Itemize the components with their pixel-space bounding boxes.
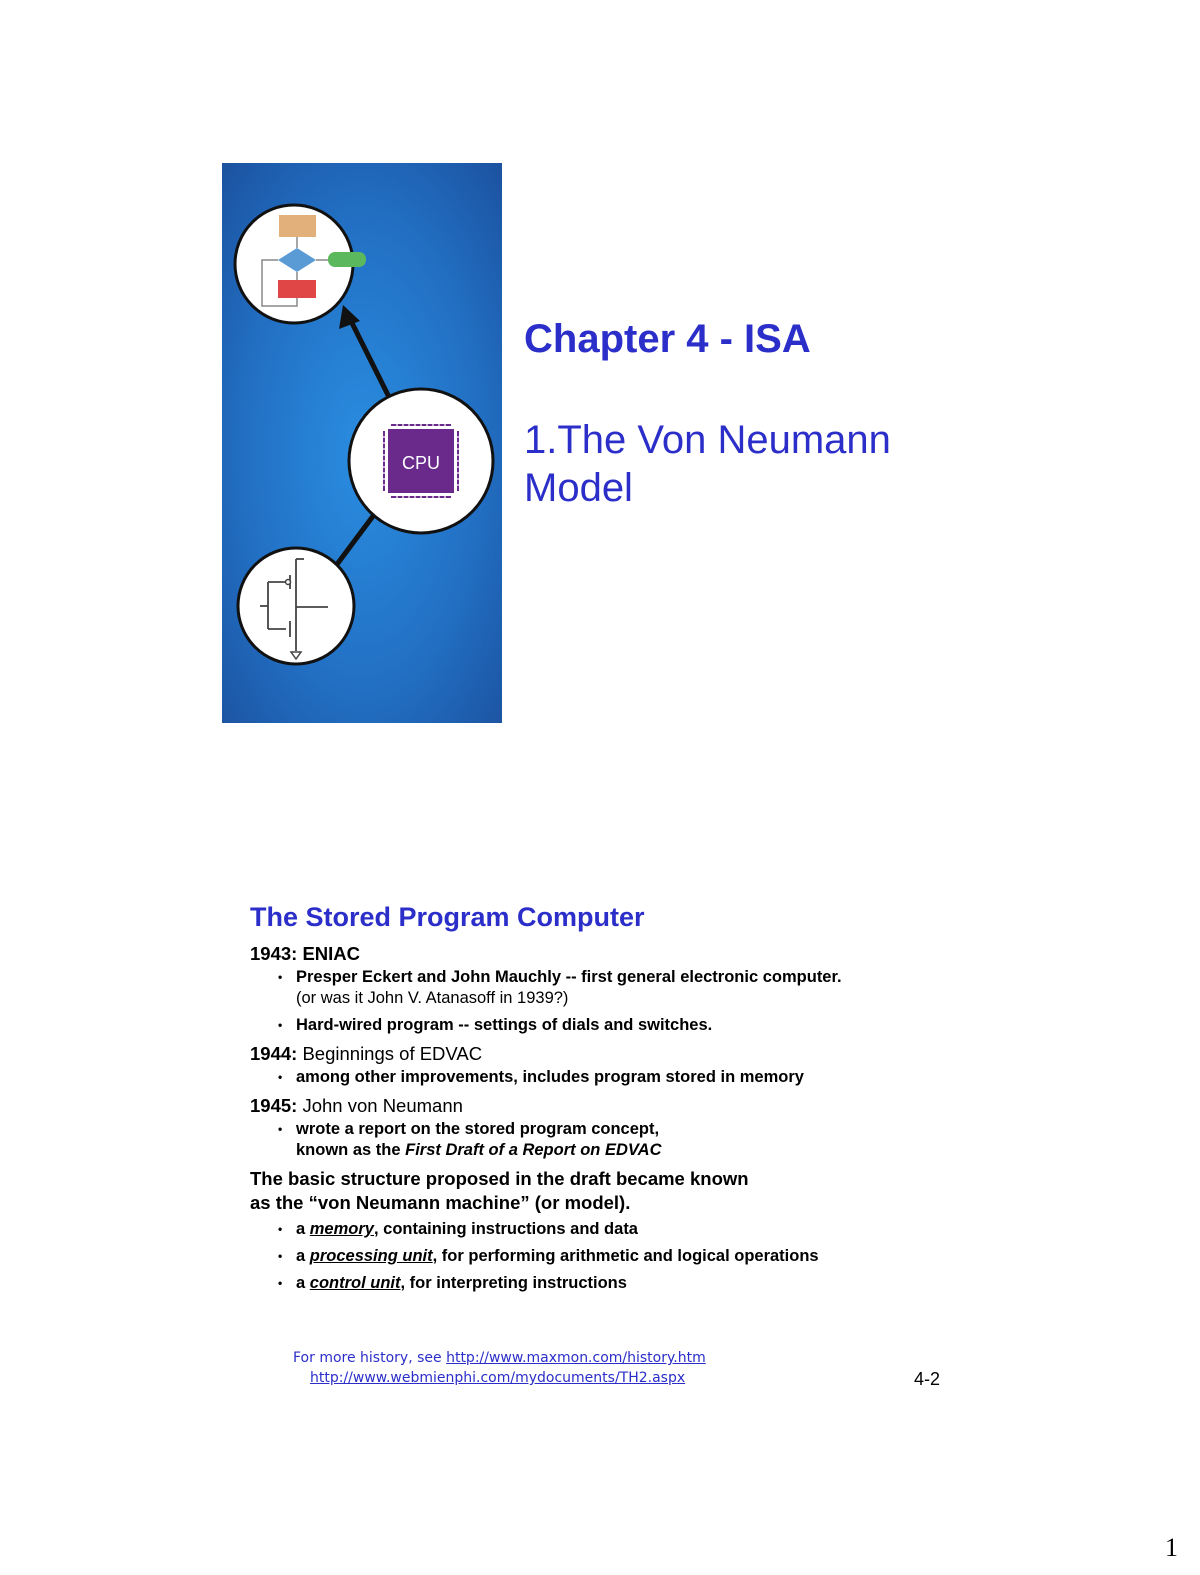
- structure-paragraph: [250, 1167, 950, 1215]
- component-prefix: a: [296, 1247, 310, 1265]
- history-prefix: For more history, see: [293, 1350, 447, 1366]
- timeline-year: 1945:: [250, 1095, 298, 1116]
- history-note: [293, 1348, 706, 1388]
- history-link[interactable]: http://www.webmienphi.com/mydocuments/TH2.aspx: [310, 1370, 686, 1386]
- list-item: [276, 1273, 950, 1294]
- timeline-entry-1944: [250, 1042, 950, 1065]
- flow-process-box: [278, 280, 316, 298]
- structure-line: as the “von Neumann machine” (or model).: [250, 1192, 631, 1213]
- timeline-entry-1943: [250, 942, 950, 965]
- list-item: [276, 1219, 950, 1240]
- bullet-list: [250, 967, 950, 1036]
- bullet-list: [250, 1119, 950, 1161]
- cover-illustration: [222, 163, 502, 723]
- timeline-year: 1944:: [250, 1043, 298, 1064]
- cover-illustration-svg: [222, 163, 502, 723]
- slide-number: 4-2: [914, 1369, 941, 1389]
- component-prefix: a: [296, 1220, 310, 1238]
- component-desc: , for interpreting instructions: [400, 1274, 627, 1292]
- list-item: [276, 1015, 950, 1036]
- component-list: [250, 1219, 950, 1294]
- list-item: [276, 1246, 950, 1267]
- bullet-text-line2: known as the: [296, 1141, 406, 1159]
- bullet-note: (or was it John V. Atanasoff in 1939?): [296, 989, 569, 1007]
- flow-terminal: [328, 252, 366, 267]
- timeline-year: 1943:: [250, 943, 298, 964]
- flow-process-box: [279, 215, 316, 237]
- history-link[interactable]: http://www.maxmon.com/history.htm: [446, 1350, 706, 1366]
- list-item: [276, 1119, 950, 1161]
- chapter-subtitle: 1.The Von Neumann Model: [524, 418, 891, 510]
- component-term: processing unit: [309, 1247, 433, 1265]
- cpu-label: CPU: [401, 453, 441, 473]
- list-item: [276, 1067, 950, 1088]
- bullet-text: Hard-wired program -- settings of dials and switches.: [296, 1016, 713, 1034]
- timeline-name: ENIAC: [302, 943, 361, 964]
- slide-title: The Stored Program Computer: [250, 902, 645, 932]
- transistor-circuit-icon: [238, 548, 354, 664]
- chapter-title: Chapter 4 - ISA: [524, 317, 811, 361]
- slide-stored-program: [250, 900, 950, 1300]
- bullet-text: Presper Eckert and John Mauchly -- first general electronic computer.: [296, 968, 842, 986]
- component-term: control unit: [309, 1274, 401, 1292]
- list-item: [276, 967, 950, 1009]
- structure-line: The basic structure proposed in the draft became known: [250, 1168, 749, 1189]
- bullet-list: [250, 1067, 950, 1088]
- timeline-name: John von Neumann: [302, 1095, 463, 1116]
- report-title: First Draft of a Report on EDVAC: [405, 1141, 662, 1159]
- component-desc: , for performing arithmetic and logical operations: [432, 1247, 819, 1265]
- timeline-name: Beginnings of EDVAC: [302, 1043, 483, 1064]
- cpu-icon: [349, 389, 493, 533]
- component-term: memory: [309, 1220, 374, 1238]
- timeline-entry-1945: [250, 1094, 950, 1117]
- page-number: 1: [1165, 1533, 1178, 1562]
- bullet-text: among other improvements, includes program stored in memory: [296, 1068, 804, 1086]
- component-prefix: a: [296, 1274, 310, 1292]
- component-desc: , containing instructions and data: [373, 1220, 638, 1238]
- bullet-text: wrote a report on the stored program concept,: [296, 1120, 660, 1138]
